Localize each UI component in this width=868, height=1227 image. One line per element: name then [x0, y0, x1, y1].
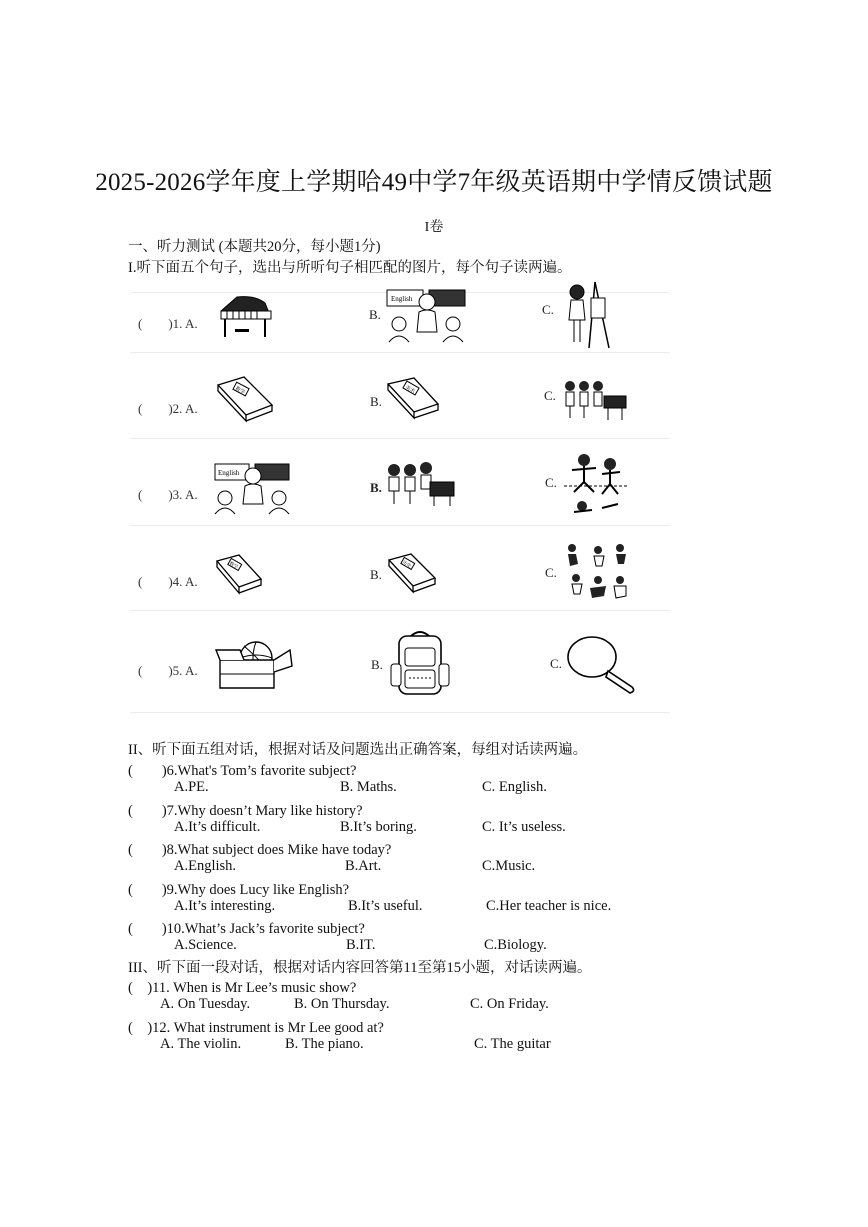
question-8-option-a: A.English. — [174, 858, 237, 874]
art-book-label: 美术 — [404, 384, 416, 395]
question-4-option-c: C. — [545, 565, 557, 580]
table-line — [130, 438, 670, 439]
question-12-option-c: C. The guitar — [474, 1036, 551, 1052]
question-4-label: ( )4. A. — [138, 574, 198, 589]
part1-instruction: I.听下面五个句子，选出与所听句子相匹配的图片，每个句子读两遍。 — [128, 260, 572, 276]
question-5-label: ( )5. A. — [138, 663, 198, 678]
math-book-label: 数学 — [228, 561, 239, 571]
music-class-icon — [386, 460, 456, 508]
question-11-option-a: A. On Tuesday. — [160, 996, 251, 1012]
history-book-icon — [385, 552, 439, 596]
part2-heading: II、听下面五组对话，根据对话及问题选出正确答案，每组对话读两遍。 — [128, 742, 588, 758]
question-9-option-b: B.It’s useful. — [348, 898, 423, 914]
question-7-option-a: A.It’s difficult. — [174, 819, 261, 835]
question-9-option-c: C.Her teacher is nice. — [486, 898, 612, 914]
students-playing-icon — [564, 542, 632, 602]
question-1-option-c: C. — [542, 302, 554, 317]
question-8-text: ( )8.What subject does Mike have today? — [128, 842, 392, 858]
english-class-icon — [213, 462, 291, 516]
question-10-option-c: C.Biology. — [484, 937, 547, 953]
exam-title: 2025-2026学年度上学期哈49中学7年级英语期中学情反馈试题 — [95, 169, 773, 196]
question-8-option-b: B.Art. — [345, 858, 382, 874]
question-6-text: ( )6.What's Tom’s favorite subject? — [128, 763, 357, 779]
piano-icon — [215, 293, 275, 339]
volume-label: I卷 — [424, 220, 444, 235]
board-text: English — [218, 469, 240, 477]
question-12-text: ( )12. What instrument is Mr Lee good at? — [128, 1020, 384, 1036]
part3-heading: III、听下面一段对话，根据对话内容回答第11至第15小题，对话读两遍。 — [128, 960, 592, 976]
table-line — [130, 352, 670, 353]
question-7-option-c: C. It’s useless. — [482, 819, 566, 835]
question-1-label: ( )1. A. — [138, 316, 198, 331]
question-1-option-b: B. — [369, 307, 381, 322]
question-7-option-b: B.It’s boring. — [340, 819, 417, 835]
history-book-label: 历史 — [401, 560, 412, 570]
math-book-label: 数学 — [234, 385, 246, 396]
question-12-option-a: A. The violin. — [160, 1036, 242, 1052]
question-5-option-c: C. — [550, 656, 562, 671]
pe-class-icon — [562, 452, 630, 518]
question-9-text: ( )9.Why does Lucy like English? — [128, 882, 350, 898]
question-3-option-b: B. — [370, 480, 382, 495]
question-5-option-b: B. — [371, 657, 383, 672]
table-line — [130, 525, 670, 526]
music-class-icon — [562, 378, 628, 422]
question-7-text: ( )7.Why doesn’t Mary like history? — [128, 803, 363, 819]
question-6-option-c: C. English. — [482, 779, 547, 795]
question-11-text: ( )11. When is Mr Lee’s music show? — [128, 980, 357, 996]
question-2-label: ( )2. A. — [138, 401, 198, 416]
question-8-option-c: C.Music. — [482, 858, 536, 874]
backpack-icon — [389, 628, 451, 700]
question-10-text: ( )10.What’s Jack’s favorite subject? — [128, 921, 365, 937]
table-line — [130, 712, 670, 713]
question-10-option-a: A.Science. — [174, 937, 237, 953]
ping-pong-paddle-icon — [566, 633, 638, 695]
question-11-option-b: B. On Thursday. — [294, 996, 390, 1012]
question-2-option-b: B. — [370, 394, 382, 409]
question-12-option-b: B. The piano. — [285, 1036, 364, 1052]
table-line — [130, 610, 670, 611]
english-class-icon — [385, 288, 467, 344]
question-6-option-a: A.PE. — [174, 779, 209, 795]
question-3-option-c: C. — [545, 475, 557, 490]
question-6-option-b: B. Maths. — [340, 779, 397, 795]
question-2-option-c: C. — [544, 388, 556, 403]
art-book-icon — [384, 376, 442, 424]
math-book-icon — [214, 375, 276, 427]
question-10-option-b: B.IT. — [346, 937, 376, 953]
painting-easel-icon — [565, 280, 613, 350]
question-11-option-c: C. On Friday. — [470, 996, 549, 1012]
question-3-label: ( )3. A. — [138, 487, 198, 502]
part1-heading: 一、听力测试 (本题共20分，每小题1分) — [128, 239, 381, 255]
board-text: English — [391, 295, 413, 303]
basketball-box-icon — [214, 636, 294, 692]
math-book-icon — [213, 553, 265, 597]
question-9-option-a: A.It’s interesting. — [174, 898, 276, 914]
question-4-option-b: B. — [370, 567, 382, 582]
